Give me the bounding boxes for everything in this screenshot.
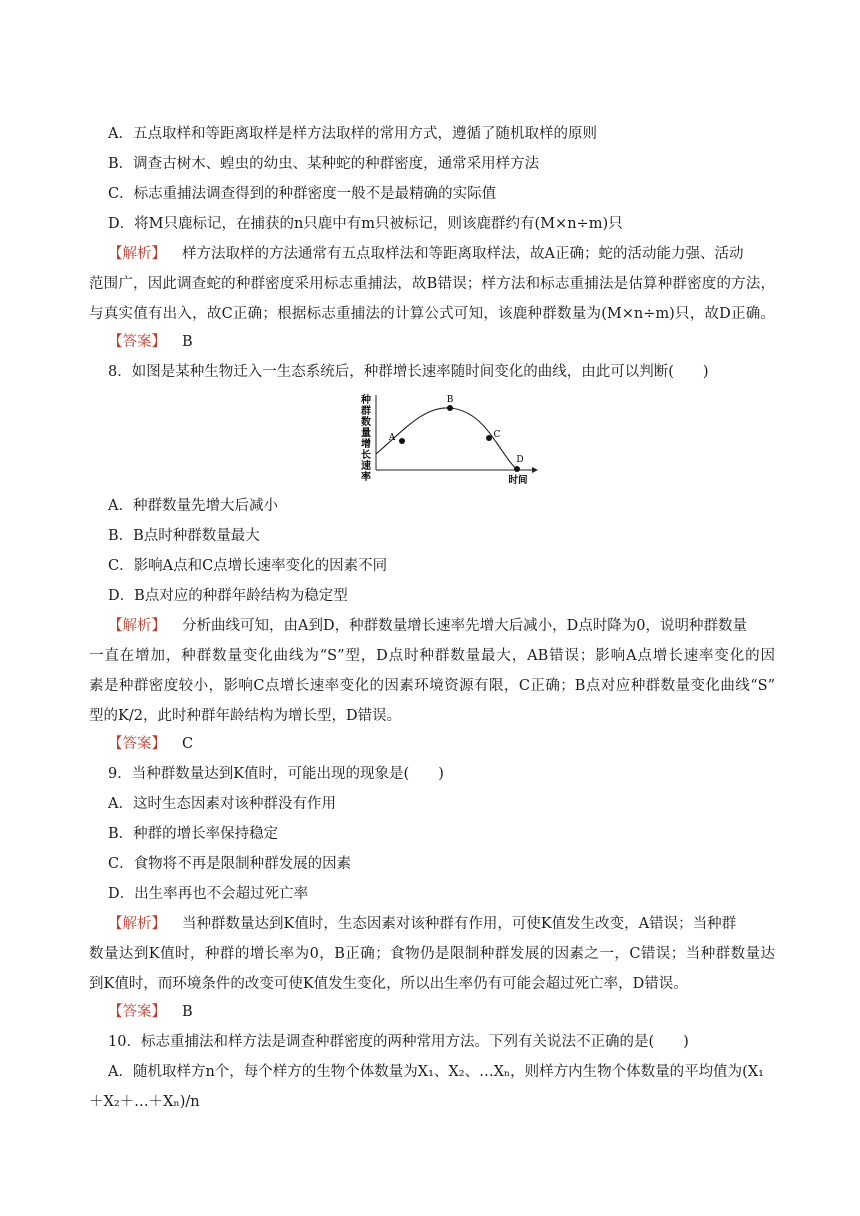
- point-a: [399, 438, 405, 444]
- q8-analysis-tag: 【解析】: [108, 618, 166, 634]
- q9-analysis-line-2: 数量达到K值时，种群的增长率为0，B正确；食物仍是限制种群发展的因素之一，C错误；当种群数量达: [89, 946, 775, 962]
- q9-analysis-line-3: 到K值时，而环境条件的改变可使K值发生变化，所以出生率仍有可能会超过死亡率，D错误。: [89, 976, 688, 992]
- q8-answer-tag: 【答案】: [108, 736, 166, 752]
- q7-analysis-line-1: [108, 244, 743, 264]
- q8-option-c: C．影响A点和C点增长速率变化的因素不同: [108, 558, 388, 574]
- q9-stem: 9．当种群数量达到K值时，可能出现的现象是( ): [108, 766, 444, 782]
- q8-analysis-line-4: 型的K/2，此时种群年龄结构为增长型，D错误。: [89, 708, 402, 724]
- q7-option-d: D．将M只鹿标记，在捕获的n只鹿中有m只被标记，则该鹿群约有(M×n÷m)只: [108, 216, 623, 232]
- point-b-label: B: [446, 395, 454, 405]
- q8-option-b: B．B点时种群数量最大: [108, 528, 260, 544]
- q9-option-c: C．食物将不再是限制种群发展的因素: [108, 856, 352, 872]
- x-axis-arrow: [532, 467, 538, 473]
- q8-analysis-line-1: [108, 616, 747, 636]
- y-axis-char-3: 数: [361, 417, 371, 428]
- q7-analysis-tag: 【解析】: [108, 246, 166, 262]
- q8-analysis-line-3: 素是种群密度较小，影响C点增长速率变化的因素环境资源有限，C正确；B点对应种群数量变化曲线“S”: [89, 678, 775, 694]
- x-axis-label: 时间: [508, 475, 528, 486]
- growth-rate-curve-figure: [356, 390, 546, 486]
- point-b: [447, 405, 453, 411]
- q7-analysis-line-2: 范围广，因此调查蛇的种群密度采用标志重捕法，故B错误；样方法和标志重捕法是估算种群密度的方法，: [89, 276, 775, 292]
- q8-analysis-text-1: 分析曲线可知，由A到D，种群数量增长速率先增大后减小，D点时降为0，说明种群数量: [182, 618, 747, 634]
- q8-option-d: D．B点对应的种群年龄结构为稳定型: [108, 588, 348, 604]
- q7-option-b: B．调查古树木、蝗虫的幼虫、某种蛇的种群密度，通常采用样方法: [108, 156, 540, 172]
- q7-option-c: C．标志重捕法调查得到的种群密度一般不是最精确的实际值: [108, 186, 497, 202]
- q9-option-b: B．种群的增长率保持稳定: [108, 826, 279, 842]
- q8-answer-value: C: [182, 736, 194, 752]
- point-c: [486, 435, 492, 441]
- q7-analysis-text-1: 样方法取样的方法通常有五点取样法和等距离取样法，故A正确；蛇的活动能力强、活动: [182, 246, 744, 262]
- point-d: [514, 466, 520, 472]
- q10-stem: 10．标志重捕法和样方法是调查种群密度的两种常用方法。下列有关说法不正确的是( ): [108, 1034, 689, 1050]
- q9-analysis-text-1: 当种群数量达到K值时，生态因素对该种群有作用，可使K值发生改变，A错误；当种群: [182, 916, 737, 932]
- q9-answer-line: [108, 1002, 193, 1022]
- q7-analysis-line-3: 与真实值有出入，故C正确；根据标志重捕法的计算公式可知，该鹿种群数量为(M×n÷m)只，故D正确。: [89, 306, 775, 322]
- q9-analysis-line-1: [108, 914, 736, 934]
- point-d-label: D: [516, 455, 524, 465]
- q7-answer-tag: 【答案】: [108, 334, 166, 350]
- q8-stem: 8．如图是某种生物迁入一生态系统后，种群增长速率随时间变化的曲线，由此可以判断( ): [108, 364, 709, 380]
- y-axis-char-7: 速: [361, 461, 371, 472]
- point-a-label: A: [388, 433, 396, 443]
- q9-analysis-tag: 【解析】: [108, 916, 166, 932]
- q9-answer-value: B: [182, 1004, 193, 1020]
- q10-option-a-line-2: ＋X₂＋…＋Xₙ)/n: [89, 1094, 200, 1110]
- q8-figure: [356, 390, 546, 486]
- q9-option-a: A．这时生态因素对该种群没有作用: [108, 796, 336, 812]
- q8-option-a: A．种群数量先增大后减小: [108, 498, 278, 514]
- y-axis-char-5: 增: [361, 439, 371, 450]
- q10-option-a-line-1: A．随机取样方n个，每个样方的生物个体数量为X₁、X₂、…Xₙ，则样方内生物个体数量的平均值为(X₁: [108, 1064, 764, 1080]
- y-axis-char-8: 率: [361, 472, 371, 483]
- y-axis-char-1: 种: [361, 395, 371, 406]
- q8-analysis-line-2: 一直在增加，种群数量变化曲线为“S”型，D点时种群数量最大，AB错误；影响A点增长速率变化的因: [89, 648, 775, 664]
- q7-option-a: A．五点取样和等距离取样是样方法取样的常用方式，遵循了随机取样的原则: [108, 126, 597, 142]
- q9-option-d: D．出生率再也不会超过死亡率: [108, 886, 309, 902]
- q7-answer-value: B: [182, 334, 193, 350]
- y-axis-char-4: 量: [361, 428, 371, 439]
- q7-answer-line: [108, 332, 193, 352]
- point-c-label: C: [493, 430, 501, 440]
- y-axis-char-2: 群: [361, 406, 371, 417]
- q8-answer-line: [108, 734, 193, 754]
- y-axis-char-6: 长: [361, 450, 371, 461]
- q9-answer-tag: 【答案】: [108, 1004, 166, 1020]
